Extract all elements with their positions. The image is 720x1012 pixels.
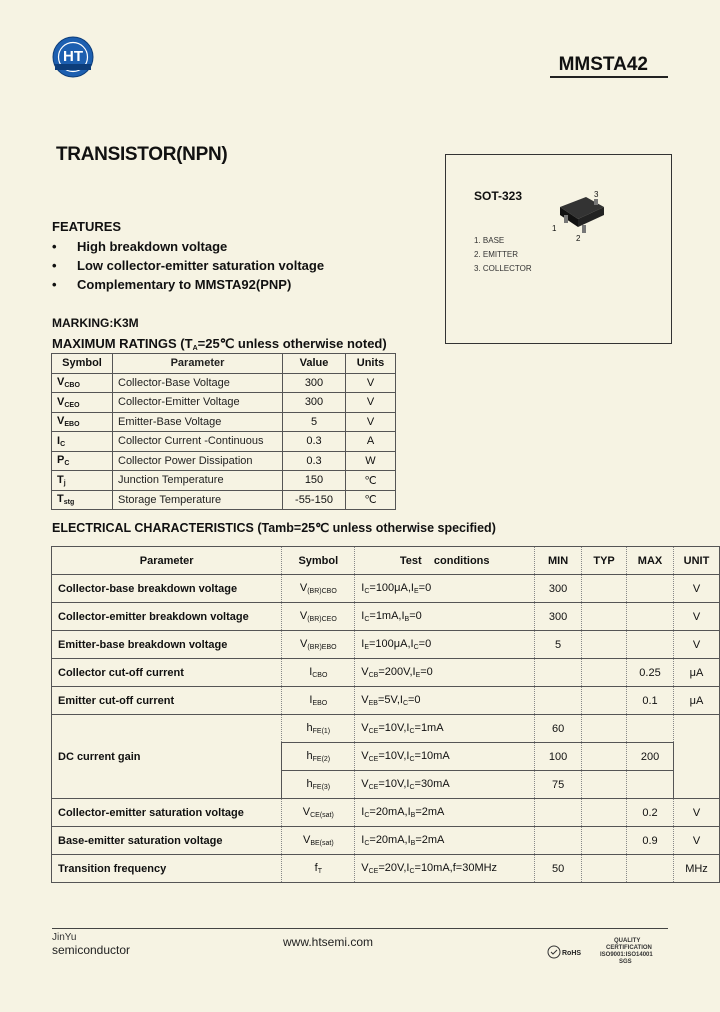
rating-parameter: Emitter-Base Voltage — [113, 412, 283, 432]
rating-unit: V — [346, 393, 396, 413]
char-parameter: Transition frequency — [52, 855, 282, 883]
char-max — [627, 771, 674, 799]
char-conditions: $V_{EB}=5V,I_C=0$ — [355, 687, 535, 715]
rating-symbol: $I_C$ — [52, 432, 113, 452]
rohs-label: RoHS — [562, 950, 582, 957]
rating-value: -55-150 — [283, 490, 346, 510]
rating-value: 300 — [283, 393, 346, 413]
char-parameter: Base-emitter saturation voltage — [52, 827, 282, 855]
char-max: 0.9 — [627, 827, 674, 855]
marking-code: MARKING:K3M — [52, 316, 139, 330]
rating-value: 300 — [283, 373, 346, 393]
char-min: 75 — [535, 771, 582, 799]
electrical-row — [52, 687, 720, 715]
max-rating-row — [52, 412, 396, 432]
char-parameter: Collector-base breakdown voltage — [52, 575, 282, 603]
pin-number-2: 2 — [576, 234, 581, 243]
char-conditions: $V_{CE}=10V,I_C=1mA$ — [355, 715, 535, 743]
char-max: 0.1 — [627, 687, 674, 715]
col-header-symbol: Symbol — [282, 547, 355, 575]
char-max: 200 — [627, 743, 674, 771]
electrical-row — [52, 799, 720, 827]
char-parameter: Collector cut-off current — [52, 659, 282, 687]
feature-item — [52, 258, 324, 273]
max-rating-row — [52, 373, 396, 393]
company-name-line2: semiconductor — [52, 943, 131, 957]
char-typ — [582, 827, 627, 855]
char-typ — [582, 743, 627, 771]
electrical-heading: ELECTRICAL CHARACTERISTICS (Tamb=25℃ unless otherwise specified) — [52, 521, 496, 535]
rating-parameter: Collector Power Dissipation — [113, 451, 283, 471]
char-max: 0.25 — [627, 659, 674, 687]
max-rating-row — [52, 471, 396, 491]
sot323-package-icon — [546, 185, 616, 245]
char-max — [627, 855, 674, 883]
rating-parameter: Junction Temperature — [113, 471, 283, 491]
bullet-icon: • — [52, 277, 57, 292]
rating-value: 150 — [283, 471, 346, 491]
col-header-max: MAX — [627, 547, 674, 575]
char-min: 300 — [535, 603, 582, 631]
features-heading: FEATURES — [52, 219, 122, 234]
char-min: 5 — [535, 631, 582, 659]
char-max: 0.2 — [627, 799, 674, 827]
char-unit: MHz — [673, 855, 719, 883]
char-symbol: $V_{BE(sat)}$ — [282, 827, 355, 855]
col-header-unit: UNIT — [673, 547, 719, 575]
rating-symbol: $P_C$ — [52, 451, 113, 471]
col-header-test-conditions: Test conditions — [355, 547, 535, 575]
rating-value: 5 — [283, 412, 346, 432]
char-symbol: $h_{FE(3)}$ — [282, 771, 355, 799]
char-typ — [582, 799, 627, 827]
electrical-row — [52, 827, 720, 855]
char-symbol: $f_T$ — [282, 855, 355, 883]
max-ratings-heading: MAXIMUM RATINGS ($T_A=25℃$ unless otherwise noted) — [52, 336, 387, 352]
char-conditions: $I_E=100\mu A,I_C=0$ — [355, 631, 535, 659]
document-title: TRANSISTOR(NPN) — [56, 144, 228, 165]
char-unit — [673, 715, 719, 799]
char-parameter: Emitter cut-off current — [52, 687, 282, 715]
char-symbol: $V_{(BR)CBO}$ — [282, 575, 355, 603]
char-unit: μA — [673, 687, 719, 715]
header-rule — [550, 76, 668, 78]
char-typ — [582, 715, 627, 743]
part-number: MMSTA42 — [558, 54, 648, 75]
char-min — [535, 659, 582, 687]
char-unit: μA — [673, 659, 719, 687]
pin-number-1: 1 — [552, 224, 557, 233]
max-rating-row — [52, 393, 396, 413]
char-min — [535, 799, 582, 827]
max-rating-row — [52, 432, 396, 452]
company-name-line1: JinYu — [52, 932, 77, 943]
char-parameter: DC current gain — [52, 715, 282, 799]
char-unit: V — [673, 799, 719, 827]
col-header-symbol: Symbol — [52, 354, 113, 374]
bullet-icon: • — [52, 239, 57, 254]
col-header-units: Units — [346, 354, 396, 374]
rating-symbol: $T_{stg}$ — [52, 490, 113, 510]
char-max — [627, 603, 674, 631]
char-symbol: $I_{EBO}$ — [282, 687, 355, 715]
rating-parameter: Collector-Emitter Voltage — [113, 393, 283, 413]
pin-label-emitter: 2. EMITTER — [474, 250, 519, 259]
char-conditions: $I_C=20mA,I_B=2mA$ — [355, 827, 535, 855]
char-conditions: $I_C=1mA,I_B=0$ — [355, 603, 535, 631]
rating-parameter: Storage Temperature — [113, 490, 283, 510]
feature-text: Low collector-emitter saturation voltage — [77, 258, 325, 273]
max-rating-row — [52, 451, 396, 471]
rating-value: 0.3 — [283, 432, 346, 452]
char-typ — [582, 771, 627, 799]
char-typ — [582, 687, 627, 715]
col-header-typ: TYP — [582, 547, 627, 575]
char-symbol: $V_{(BR)CEO}$ — [282, 603, 355, 631]
cert-line: CERTIFICATION — [606, 945, 652, 951]
rating-value: 0.3 — [283, 451, 346, 471]
rating-unit: ℃ — [346, 490, 396, 510]
char-unit: V — [673, 575, 719, 603]
logo-text: HT — [63, 48, 83, 65]
col-header-parameter: Parameter — [52, 547, 282, 575]
electrical-row — [52, 855, 720, 883]
char-conditions: $I_C=20mA,I_B=2mA$ — [355, 799, 535, 827]
char-conditions: $V_{CE}=10V,I_C=10mA$ — [355, 743, 535, 771]
char-symbol: $I_{CBO}$ — [282, 659, 355, 687]
col-header-min: MIN — [535, 547, 582, 575]
feature-text: High breakdown voltage — [77, 239, 228, 254]
char-symbol: $h_{FE(1)}$ — [282, 715, 355, 743]
char-typ — [582, 855, 627, 883]
char-min — [535, 827, 582, 855]
rating-unit: A — [346, 432, 396, 452]
pin-label-collector: 3. COLLECTOR — [474, 264, 532, 273]
electrical-table — [51, 546, 720, 883]
website-link[interactable]: www.htsemi.com — [283, 935, 374, 949]
rating-unit: ℃ — [346, 471, 396, 491]
rating-unit: W — [346, 451, 396, 471]
cert-line: SGS — [619, 959, 632, 965]
char-conditions: $I_C=100\mu A,I_E=0$ — [355, 575, 535, 603]
company-logo — [52, 36, 94, 78]
feature-item — [52, 239, 227, 254]
char-symbol: $V_{CE(sat)}$ — [282, 799, 355, 827]
char-parameter: Collector-emitter saturation voltage — [52, 799, 282, 827]
char-unit: V — [673, 631, 719, 659]
feature-text: Complementary to MMSTA92(PNP) — [77, 277, 292, 292]
electrical-row — [52, 715, 720, 743]
char-min: 100 — [535, 743, 582, 771]
electrical-row — [52, 631, 720, 659]
package-box — [445, 154, 672, 344]
char-symbol: $h_{FE(2)}$ — [282, 743, 355, 771]
rating-parameter: Collector Current -Continuous — [113, 432, 283, 452]
char-parameter: Emitter-base breakdown voltage — [52, 631, 282, 659]
footer-rule — [52, 928, 668, 929]
rohs-icon — [546, 940, 586, 964]
char-symbol: $V_{(BR)EBO}$ — [282, 631, 355, 659]
char-typ — [582, 659, 627, 687]
char-conditions: $V_{CB}=200V,I_E=0$ — [355, 659, 535, 687]
char-typ — [582, 631, 627, 659]
rating-symbol: $V_{CEO}$ — [52, 393, 113, 413]
char-min — [535, 687, 582, 715]
char-min: 300 — [535, 575, 582, 603]
bullet-icon: • — [52, 258, 57, 273]
col-header-value: Value — [283, 354, 346, 374]
char-min: 60 — [535, 715, 582, 743]
char-min: 50 — [535, 855, 582, 883]
cert-line: QUALITY — [614, 938, 641, 944]
rating-symbol: $V_{CBO}$ — [52, 373, 113, 393]
char-conditions: $V_{CE}=10V,I_C=30mA$ — [355, 771, 535, 799]
max-rating-row — [52, 490, 396, 510]
rating-symbol: $T_j$ — [52, 471, 113, 491]
char-typ — [582, 575, 627, 603]
char-typ — [582, 603, 627, 631]
pin-label-base: 1. BASE — [474, 236, 505, 245]
char-parameter: Collector-emitter breakdown voltage — [52, 603, 282, 631]
electrical-row — [52, 603, 720, 631]
rating-unit: V — [346, 412, 396, 432]
electrical-row — [52, 659, 720, 687]
package-name: SOT-323 — [474, 189, 523, 203]
rating-symbol: $V_{EBO}$ — [52, 412, 113, 432]
char-unit: V — [673, 827, 719, 855]
char-max — [627, 715, 674, 743]
rating-unit: V — [346, 373, 396, 393]
max-ratings-table — [51, 353, 396, 510]
electrical-row — [52, 575, 720, 603]
logo-icon — [52, 36, 94, 78]
char-max — [627, 575, 674, 603]
char-max — [627, 631, 674, 659]
char-conditions: $V_{CE}=20V,I_C=10mA,f=30MHz$ — [355, 855, 535, 883]
feature-item — [52, 277, 291, 292]
rating-parameter: Collector-Base Voltage — [113, 373, 283, 393]
char-unit: V — [673, 603, 719, 631]
pin-number-3: 3 — [594, 190, 599, 199]
col-header-parameter: Parameter — [113, 354, 283, 374]
cert-line: ISO9001:ISO14001 — [600, 952, 653, 958]
